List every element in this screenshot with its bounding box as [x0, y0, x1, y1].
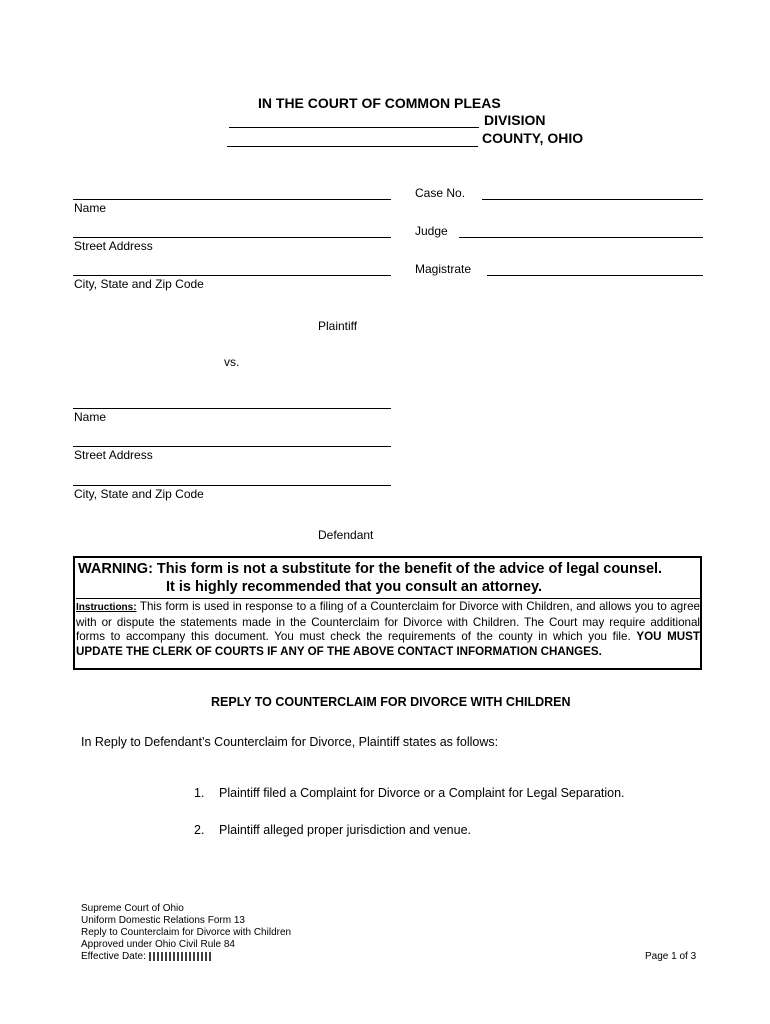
- footer-block: [81, 903, 291, 963]
- footer-effective-label: Effective Date:: [81, 951, 146, 962]
- county-label: COUNTY, OHIO: [482, 130, 584, 146]
- defendant-name-label: Name: [74, 410, 107, 424]
- footer-line-2: Uniform Domestic Relations Form 13: [81, 915, 245, 926]
- warning-box: [73, 556, 702, 670]
- plaintiff-role-label: Plaintiff: [318, 319, 358, 333]
- section-title: REPLY TO COUNTERCLAIM FOR DIVORCE WITH CHILDREN: [211, 695, 571, 709]
- plaintiff-address-label: Street Address: [74, 239, 153, 253]
- item-2-number: 2.: [194, 823, 205, 837]
- warning-title: WARNING: This form is not a substitute for the benefit of the advice of legal counsel.: [78, 561, 663, 577]
- case-no-line[interactable]: [482, 199, 703, 200]
- division-blank[interactable]: [229, 127, 479, 128]
- item-2-text: Plaintiff alleged proper jurisdiction and venue.: [219, 823, 472, 837]
- defendant-address-line[interactable]: [73, 446, 391, 447]
- plaintiff-address-line[interactable]: [73, 237, 391, 238]
- instructions-text: [76, 598, 700, 659]
- judge-label: Judge: [415, 224, 448, 238]
- defendant-address-label: Street Address: [74, 448, 153, 462]
- instructions-label: Instructions:: [76, 602, 137, 613]
- footer-effective-date-glyphs: [149, 952, 211, 961]
- plaintiff-city-label: City, State and Zip Code: [74, 277, 204, 291]
- vs-label: vs.: [224, 355, 240, 369]
- plaintiff-name-line[interactable]: [73, 199, 391, 200]
- page-number: Page 1 of 3: [645, 951, 697, 962]
- magistrate-line[interactable]: [487, 275, 703, 276]
- intro-text: In Reply to Defendant’s Counterclaim for Divorce, Plaintiff states as follows:: [81, 735, 499, 749]
- defendant-city-label: City, State and Zip Code: [74, 487, 204, 501]
- warning-subtitle: It is highly recommended that you consult an attorney.: [166, 579, 542, 595]
- magistrate-label: Magistrate: [415, 262, 472, 276]
- footer-line-1: Supreme Court of Ohio: [81, 903, 184, 914]
- county-blank[interactable]: [227, 146, 478, 147]
- defendant-city-line[interactable]: [73, 485, 391, 486]
- footer-line-3: Reply to Counterclaim for Divorce with Children: [81, 927, 292, 938]
- instructions-body: This form is used in response to a filing of a Counterclaim for Divorce with Children, and allows you to agree with or dispute the statements made in the Counterclaim for Divorce with Children. The Court may require additional forms to accompany this document. You must check the requirements of the county in which you file.: [76, 600, 700, 644]
- case-no-label: Case No.: [415, 186, 466, 200]
- defendant-role-label: Defendant: [318, 528, 374, 542]
- defendant-name-line[interactable]: [73, 408, 391, 409]
- footer-effective-row: [81, 951, 291, 963]
- plaintiff-name-label: Name: [74, 201, 107, 215]
- division-label: DIVISION: [484, 112, 546, 128]
- judge-line[interactable]: [459, 237, 703, 238]
- item-1-number: 1.: [194, 786, 205, 800]
- instructions-notice: YOU MUST UPDATE THE CLERK OF COURTS IF ANY OF THE ABOVE CONTACT INFORMATION CHANGES.: [76, 630, 700, 658]
- footer-line-4: Approved under Ohio Civil Rule 84: [81, 939, 235, 950]
- court-title: IN THE COURT OF COMMON PLEAS: [258, 95, 501, 111]
- plaintiff-city-line[interactable]: [73, 275, 391, 276]
- item-1-text: Plaintiff filed a Complaint for Divorce or a Complaint for Legal Separation.: [219, 786, 625, 800]
